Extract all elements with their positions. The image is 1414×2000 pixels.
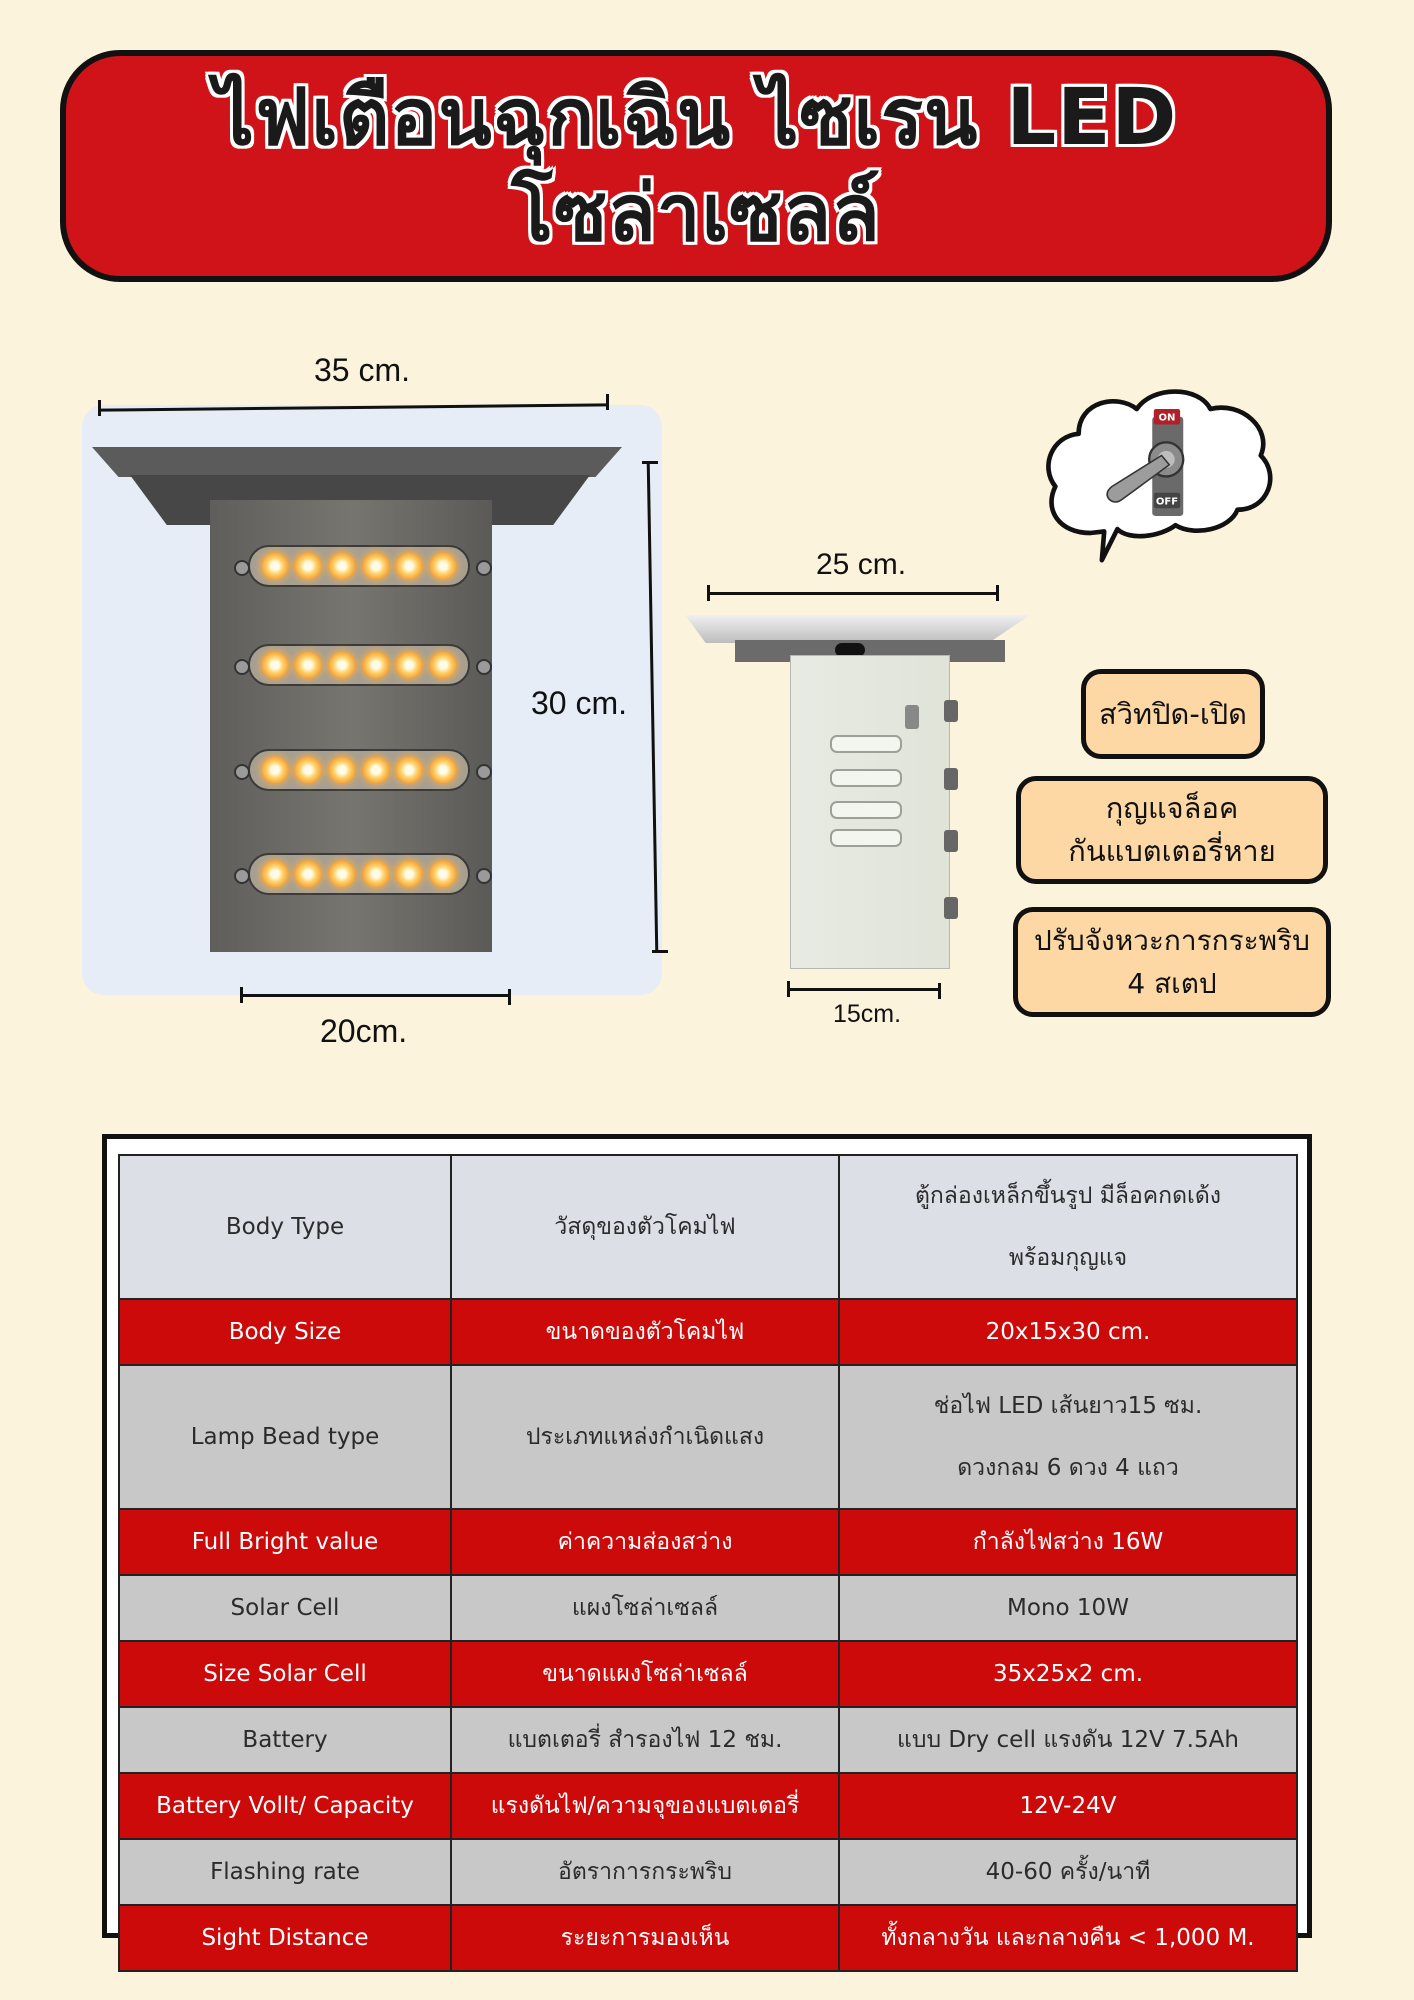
spec-name-en: Lamp Bead type: [119, 1365, 451, 1509]
vent-slot: [830, 801, 902, 819]
led-strip: [248, 644, 470, 686]
led-bead: [261, 552, 289, 580]
led-bead: [261, 651, 289, 679]
front-base-line: [240, 994, 510, 997]
spec-value: ทั้งกลางวัน และกลางคืน < 1,000 M.: [839, 1905, 1297, 1971]
spec-name-en: Battery: [119, 1707, 451, 1773]
front-height-label: 30 cm.: [531, 685, 628, 721]
screw-icon: [476, 764, 492, 780]
front-width-label: 35 cm.: [314, 352, 411, 388]
spec-name-en: Full Bright value: [119, 1509, 451, 1575]
led-bead: [395, 860, 423, 888]
table-row: [119, 1365, 1297, 1509]
spec-name-th: แรงดันไฟ/ความจุของแบตเตอรี่: [451, 1773, 839, 1839]
led-bead: [261, 756, 289, 784]
spec-value: 40-60 ครั้ง/นาที: [839, 1839, 1297, 1905]
led-bead: [429, 651, 457, 679]
feature-label-flash-steps: [1013, 907, 1331, 1017]
led-bead: [294, 860, 322, 888]
feature-label-switch: [1081, 669, 1265, 759]
knob-icon: [944, 768, 958, 790]
table-row: [119, 1509, 1297, 1575]
spec-name-en: Body Type: [119, 1155, 451, 1299]
screw-icon: [234, 560, 250, 576]
feature-label-text: สวิทปิด-เปิด: [1099, 696, 1247, 731]
vent-slot: [830, 829, 902, 847]
spec-name-en: Size Solar Cell: [119, 1641, 451, 1707]
led-bead: [362, 860, 390, 888]
spec-value: Mono 10W: [839, 1575, 1297, 1641]
led-bead: [362, 552, 390, 580]
table-row: [119, 1575, 1297, 1641]
front-base-label: 20cm.: [320, 1013, 408, 1049]
screw-icon: [476, 659, 492, 675]
led-strip: [248, 545, 470, 587]
side-depth-label: 15cm.: [833, 1000, 902, 1028]
toggle-switch-icon: [905, 705, 919, 729]
spec-value-line: ดวงกลม 6 ดวง 4 แถว: [957, 1455, 1179, 1481]
spec-value: กำลังไฟสว่าง 16W: [839, 1509, 1297, 1575]
led-bead: [261, 860, 289, 888]
spec-name-en: Body Size: [119, 1299, 451, 1365]
led-bead: [395, 756, 423, 784]
spec-name-en: Sight Distance: [119, 1905, 451, 1971]
dimension-tick: [240, 987, 243, 1003]
dimension-tick: [707, 585, 710, 601]
screw-icon: [234, 659, 250, 675]
dimension-tick: [938, 983, 941, 999]
table-row: [119, 1707, 1297, 1773]
feature-label-text: กุญแจล็อค: [1105, 791, 1239, 825]
switch-on-label: ON: [1158, 412, 1176, 424]
feature-label-text: กันแบตเตอรี่หาย: [1068, 834, 1276, 868]
table-row: [119, 1773, 1297, 1839]
led-bead: [429, 756, 457, 784]
vent-slot: [830, 769, 902, 787]
title-line-2: โซล่าเซลล์: [511, 169, 881, 259]
feature-label-text: 4 สเตป: [1127, 967, 1217, 1000]
feature-label-text: ปรับจังหวะการกระพริบ: [1034, 924, 1310, 957]
spec-value-line: ช่อไฟ LED เส้นยาว15 ซม.: [933, 1393, 1203, 1419]
led-bead: [362, 756, 390, 784]
spec-name-th: วัสดุของตัวโคมไฟ: [451, 1155, 839, 1299]
vent-slot: [830, 735, 902, 753]
dimension-tick: [98, 400, 101, 416]
spec-value-line: ตู้กล่องเหล็กขึ้นรูป มีล็อคกดเด้ง: [914, 1183, 1222, 1209]
spec-name-th: ขนาดแผงโซล่าเซลล์: [451, 1641, 839, 1707]
screw-icon: [234, 868, 250, 884]
knob-icon: [944, 700, 958, 722]
spec-value: [839, 1155, 1297, 1299]
spec-name-en: Solar Cell: [119, 1575, 451, 1641]
table-row: [119, 1155, 1297, 1299]
dimension-tick: [508, 989, 511, 1005]
switch-off-label: OFF: [1155, 496, 1179, 508]
knob-icon: [944, 830, 958, 852]
led-strip: [248, 749, 470, 791]
spec-value-line: พร้อมกุญแจ: [1008, 1245, 1128, 1271]
table-row: [119, 1299, 1297, 1365]
screw-icon: [476, 868, 492, 884]
led-bead: [429, 552, 457, 580]
table-row: [119, 1905, 1297, 1971]
screw-icon: [476, 560, 492, 576]
dimension-tick: [652, 950, 668, 953]
table-row: [119, 1839, 1297, 1905]
led-bead: [429, 860, 457, 888]
dimension-tick: [606, 394, 609, 410]
led-bead: [294, 552, 322, 580]
spec-value: [839, 1365, 1297, 1509]
spec-name-en: Battery Vollt/ Capacity: [119, 1773, 451, 1839]
led-bead: [328, 651, 356, 679]
spec-name-th: ค่าความส่องสว่าง: [451, 1509, 839, 1575]
title-line-1: ไฟเตือนฉุกเฉิน ไซเรน LED: [214, 73, 1178, 163]
led-bead: [294, 756, 322, 784]
spec-value: 12V-24V: [839, 1773, 1297, 1839]
dimension-tick: [642, 461, 658, 464]
spec-name-en: Flashing rate: [119, 1839, 451, 1905]
spec-value: 35x25x2 cm.: [839, 1641, 1297, 1707]
side-depth-line: [787, 988, 940, 991]
led-bead: [328, 860, 356, 888]
led-bead: [395, 651, 423, 679]
led-strip: [248, 853, 470, 895]
feature-label-lock: [1016, 776, 1328, 884]
led-bead: [362, 651, 390, 679]
spec-table: [118, 1154, 1298, 1972]
spec-name-th: อัตราการกระพริบ: [451, 1839, 839, 1905]
title-banner: [60, 50, 1332, 282]
dimension-tick: [996, 585, 999, 601]
side-width-line: [707, 592, 999, 595]
spec-name-th: แผงโซล่าเซลล์: [451, 1575, 839, 1641]
spec-name-th: แบตเตอรี่ สำรองไฟ 12 ชม.: [451, 1707, 839, 1773]
table-row: [119, 1641, 1297, 1707]
switch-callout-bubble: [1010, 378, 1310, 564]
spec-name-th: ขนาดของตัวโคมไฟ: [451, 1299, 839, 1365]
led-bead: [294, 651, 322, 679]
led-bead: [395, 552, 423, 580]
led-bead: [328, 552, 356, 580]
spec-name-th: ประเภทแหล่งกำเนิดแสง: [451, 1365, 839, 1509]
spec-name-th: ระยะการมองเห็น: [451, 1905, 839, 1971]
side-width-label: 25 cm.: [816, 548, 907, 581]
knob-icon: [944, 897, 958, 919]
spec-value: 20x15x30 cm.: [839, 1299, 1297, 1365]
dimension-tick: [787, 981, 790, 997]
led-bead: [328, 756, 356, 784]
screw-icon: [234, 764, 250, 780]
spec-value: แบบ Dry cell แรงดัน 12V 7.5Ah: [839, 1707, 1297, 1773]
solar-panel: [92, 447, 622, 477]
solar-panel-side: [685, 615, 1030, 643]
